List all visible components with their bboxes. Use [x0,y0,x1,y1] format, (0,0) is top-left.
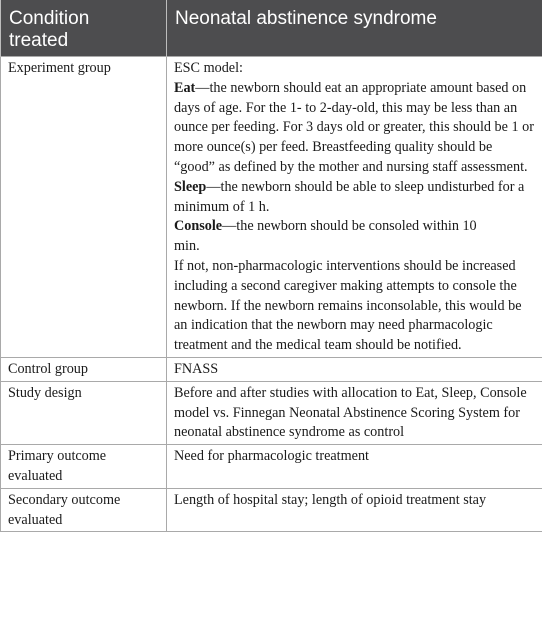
eat-description: —the newborn should eat an appropriate amount based on days of age. For the 1- to 2-day-old, this may be less than an ounce per feeding. For 3 days old or greater, this should be 1 or more ounce(s) per feed. Breastfeeding quality should be “good” as defined by the mother and nursing staff assessment. [174,79,534,175]
sleep-term: Sleep [174,178,207,195]
table-row [1,381,542,444]
row-label-experiment-group: Experiment group [1,57,167,358]
header-condition-treated: Condition treated [1,0,167,57]
row-label-primary-outcome: Primary outcome evaluated [1,445,167,489]
sleep-description: —the newborn should be able to sleep undisturbed for a minimum of 1 h. [174,178,525,215]
console-criterion [174,217,534,257]
console-description: —the newborn should be consoled within 10 min. [174,218,477,255]
escalation-note: If not, non-pharmacologic interventions should be increased including a second caregiver making attempts to console the newborn. If the newborn remains inconsolable, this would be an indication that the newborn may need pharmacologic treatment and the medical team should be notified. [174,257,522,354]
row-value-experiment-group [167,57,542,358]
sleep-criterion [174,178,534,218]
table-row [1,357,542,381]
row-value-control-group: FNASS [167,357,542,381]
row-value-primary-outcome: Need for pharmacologic treatment [167,445,542,489]
table-row [1,57,542,358]
table-header [1,0,542,57]
row-value-study-design: Before and after studies with allocation to Eat, Sleep, Console model vs. Finnegan Neonatal Abstinence Scoring System for neonatal abstinence syndrome as control [167,381,542,444]
table-row [1,445,542,489]
table-row [1,488,542,532]
table-body [1,57,542,532]
eat-criterion [174,79,534,178]
row-label-control-group: Control group [1,357,167,381]
row-label-secondary-outcome: Secondary outcome evaluated [1,488,167,532]
esc-model-intro: ESC model: [174,60,243,76]
header-condition-value: Neonatal abstinence syndrome [167,0,542,57]
header-row [1,0,542,57]
row-label-study-design: Study design [1,381,167,444]
row-value-secondary-outcome: Length of hospital stay; length of opioid treatment stay [167,488,542,532]
eat-term: Eat [174,79,196,96]
console-term: Console [174,218,223,235]
